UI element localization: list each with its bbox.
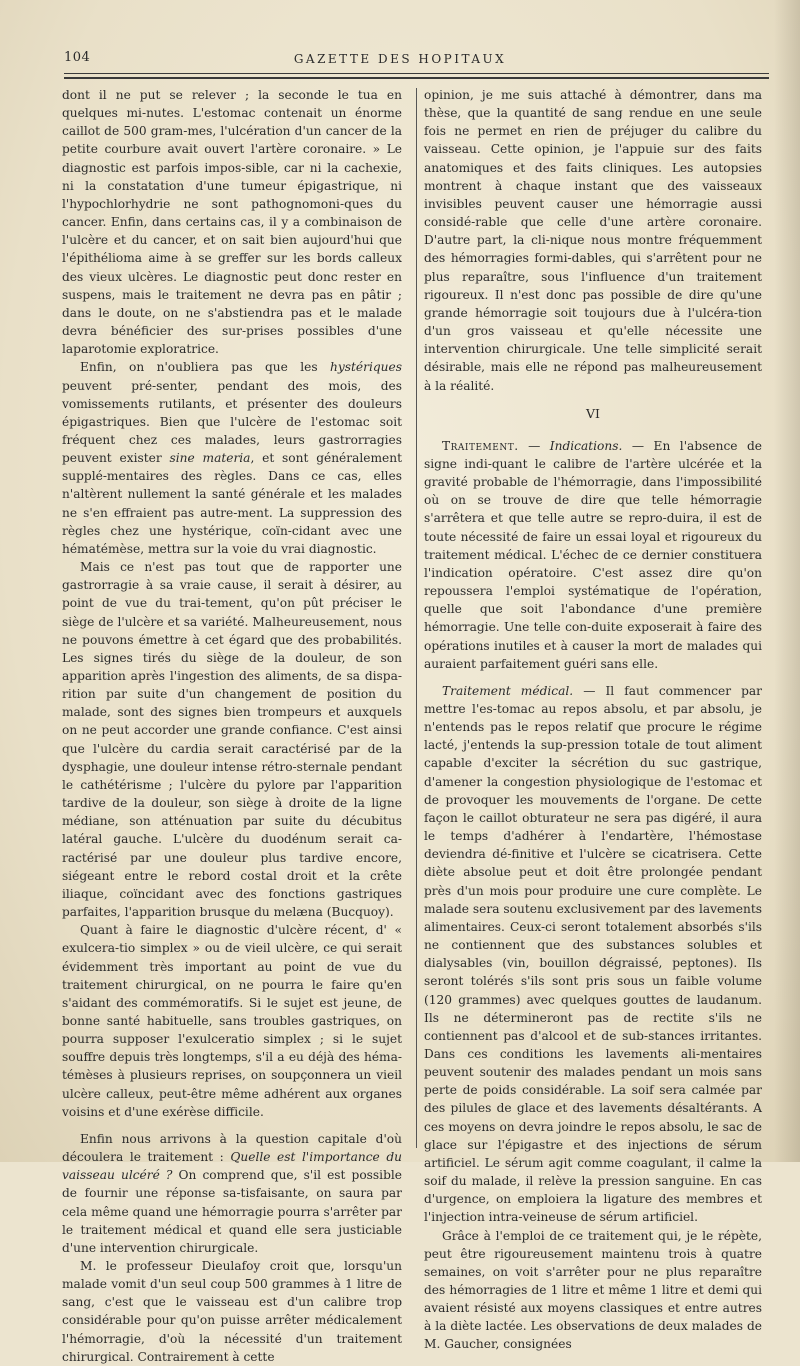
italic-term: hystériques bbox=[330, 360, 402, 375]
paragraph bbox=[62, 358, 402, 558]
section-label: Traitement. bbox=[442, 438, 519, 453]
section-heading: VI bbox=[586, 405, 600, 421]
italic-subheading: Indications. bbox=[549, 438, 623, 453]
italic-term: sine materia bbox=[169, 451, 251, 466]
italic-subheading: Traitement médical. bbox=[442, 683, 574, 698]
paragraph bbox=[424, 437, 762, 673]
column-divider bbox=[416, 88, 417, 1148]
text-run: — Il faut commencer par mettre l'es-tomac au repos absolu, et par absolu, je n'entends pas le repos relatif que procure le régime lacté, j'entends la sup-pression totale de tout aliment capable d'exciter la sécrétion du suc gastrique, d'amener la congestion physiologique de l'estomac et de provoquer les mouvements de l'organe. De cette façon le caillot obturateur ne sera pas digéré, il aura le temps d'adhérer à l'endartère, l'hémostase deviendra dé-finitive et l'ulcère se cicatrisera. Cette diète absolue peut et doit être prolongée pendant près d'un mois pour produire une cure complète. Le malade sera soutenu exclusivement par des lavements alimentaires. Ceux-ci seront totalement absorbés s'ils ne contiennent que des substances solubles et dialysables (vin, bouillon dégraissé, peptones). Ils seront tolérés s'ils sont pris sous un faible volume (120 grammes) avec quelques gouttes de laudanum. Ils ne détermineront pas de rectite s'ils ne contiennent pas d'alcool et de sub-stances irritantes. Dans ces conditions les lavements ali-mentaires peuvent soutenir des malades pendant un mois sans perte de poids considérable. La soif sera calmée par des pilules de glace et des lavements désaltérants. A ces moyens on devra joindre le repos absolu, le sac de glace sur l'épigastre et des injections de sérum artificiel. Le sérum agit comme coagulant, il calme la soif du malade, il relève la pression sanguine. En cas d'urgence, on emploiera la ligature des membres et l'injection intra-veineuse de sérum artificiel. bbox=[424, 683, 763, 1225]
text-run: Enfin nous arrivons à la question capitale d'où découlera le traitement : bbox=[62, 1131, 402, 1165]
text-run: peuvent pré-senter, pendant des mois, des vomissements rutilants, et présenter des douleurs épigastriques. Bien que l'ulcère de l'estomac soit fréquent chez ces malades, leurs gastrorragies peuvent exister bbox=[62, 378, 402, 466]
paragraph: Quant à faire le diagnostic d'ulcère récent, d' « exulcera-tio simplex » ou de vieil ulcère, ce qui serait évidemment très important au point de vue du traitement chirurgical, on ne pourra le faire qu'en s'aidant des commémoratifs. Si le sujet est jeune, de bonne santé habituelle, sans troubles gastriques, on pourra supposer l'exulceratio simplex ; si le sujet souffre depuis très longtemps, s'il a eu déjà des héma-témèses à plusieurs reprises, on soupçonnera un vieil ulcère calleux, peut-être même adhérent aux organes voisins et d'une exérèse difficile. bbox=[62, 923, 402, 1119]
paragraph: dont il ne put se relever ; la seconde le tua en quelques mi-nutes. L'estomac contenait un énorme caillot de 500 gram-mes, l'ulcération d'un cancer de la petite courbure avait ouvert l'artère coronaire. » Le diagnostic est parfois impos-sible, car ni la cachexie, ni la constatation d'une tumeur épigastrique, ni l'hypochlorhydrie ne sont pathognomoni-ques du cancer. Enfin, dans certains cas, il y a combinaison de l'ulcère et du cancer, et on sait bien aujourd'hui que l'épithélioma aime à se greffer sur les bords calleux des vieux ulcères. Le diagnostic peut donc rester en suspens, mais le traitement ne devra pas en pâtir ; dans le doute, on ne s'abstiendra pas et le malade devra bénéficier des sur-prises possibles d'une laparotomie exploratrice. bbox=[62, 88, 402, 357]
right-column bbox=[424, 86, 762, 1354]
header-rule-thin bbox=[64, 73, 769, 74]
text-run: — En l'absence de signe indi-quant le calibre de l'artère ulcérée et la gravité probable de l'hémorragie, dans l'impossibilité où on se trouve de dire que telle hémorragie s'arrêtera et que telle autre se repro-duira, il est de toute nécessité de faire un essai loyal et rigoureux du traitement médical. L'échec de ce dernier constituera l'indication opératoire. C'est assez dire qu'on repoussera l'emploi systématique de l'opération, quelle que soit l'abondance d'une première hémorragie. Une telle con-duite exposerait à faire des opérations inutiles et à causer la mort de malades qui auraient parfaitement guéri sans elle. bbox=[424, 438, 762, 671]
paragraph: Grâce à l'emploi de ce traitement qui, je le répète, peut être rigoureusement maintenu trois à quatre semaines, on voit s'arrêter pour ne plus reparaître des hémorragies de 1 litre et même 1 litre et demi qui avaient résisté aux moyens classiques et entre autres à la diète lactée. Les observations de deux malades de M. Gaucher, consignées bbox=[424, 1228, 762, 1352]
paragraph: opinion, je me suis attaché à démontrer, dans ma thèse, que la quantité de sang rendue en une seule fois ne permet en rien de préjuger du calibre du vaisseau. Cette opinion, je l'appuie sur des faits anatomiques et des faits cliniques. Les autopsies montrent à chaque instant que des vaisseaux invisibles peuvent causer une hémorragie aussi considé-rable que celle d'une artère coronaire. D'autre part, la cli-nique nous montre fréquemment des hémorragies formi-dables, qui s'arrêtent pour ne plus reparaître, sous l'influence d'un traitement rigoureux. Il n'est donc pas possible de dire qu'une grande hémorragie soit toujours due à l'ulcéra-tion d'un gros vaisseau et qu'elle nécessite une intervention chirurgicale. Une telle simplicité serait désirable, mais elle ne répond pas malheureusement à la réalité. bbox=[424, 88, 762, 393]
paragraph: M. le professeur Dieulafoy croit que, lorsqu'un malade vomit d'un seul coup 500 grammes à 1 litre de sang, c'est que le vaisseau est d'un calibre trop considérable pour qu'on puisse arrêter médicalement l'hémorragie, d'où la nécessité d'un traitement chirurgical. Contrairement à cette bbox=[62, 1259, 402, 1364]
running-title: GAZETTE DES HOPITAUX bbox=[293, 52, 507, 66]
page-number: 104 bbox=[64, 50, 91, 65]
text-run: Enfin, on n'oubliera pas que les bbox=[80, 360, 331, 375]
paragraph: Mais ce n'est pas tout que de rapporter une gastrorragie à sa vraie cause, il serait à désirer, au point de vue du trai-tement, qu'on pût préciser le siège de l'ulcère et sa variété. Malheureusement, nous ne pouvons émettre à cet égard que des probabilités. Les signes tirés du siège de la douleur, de son apparition après l'ingestion des aliments, de sa dispa-rition par suite d'un changement de position du malade, sont des signes bien trompeurs et auxquels on ne peut accorder une grande confiance. C'est ainsi que l'ulcère du cardia serait caractérisé par de la dysphagie, une douleur intense rétro-sternale pendant le cathétérisme ; l'ulcère du pylore par l'apparition tardive de la douleur, son siège à droite de la ligne médiane, son atténuation par suite du décubitus latéral gauche. L'ulcère du duodénum serait ca-ractérisé par une douleur plus tardive encore, siégeant entre le rebord costal droit et la crête iliaque, coïncidant avec des fonctions gastriques parfaites, l'apparition brusque du melæna (Bucquoy). bbox=[62, 560, 402, 920]
text-run: — bbox=[518, 438, 550, 453]
page-edge-shadow bbox=[774, 0, 800, 1162]
header-rule-thick bbox=[64, 77, 769, 79]
text-run: On comprend que, s'il est possible de fournir une réponse sa-tisfaisante, on saura par cela même quand une hémorragie pourra s'arrêter par le traitement médical et quand elle sera justiciable d'une intervention chirurgicale. bbox=[62, 1168, 402, 1255]
text-run: , et sont généralement supplé-mentaires des règles. Dans ce cas, elles n'altèrent nullement la santé générale et les malades ne s'en effraient pas autre-ment. La suppression des règles chez une hystérique, coïn-cidant avec une hématémèse, mettra sur la voie du vrai diagnostic. bbox=[62, 451, 402, 556]
left-column bbox=[62, 86, 402, 1366]
paragraph bbox=[424, 682, 762, 1227]
italic-question: Quelle est l'importance du vaisseau ulcéré ? bbox=[62, 1150, 402, 1183]
paragraph bbox=[62, 1130, 402, 1257]
